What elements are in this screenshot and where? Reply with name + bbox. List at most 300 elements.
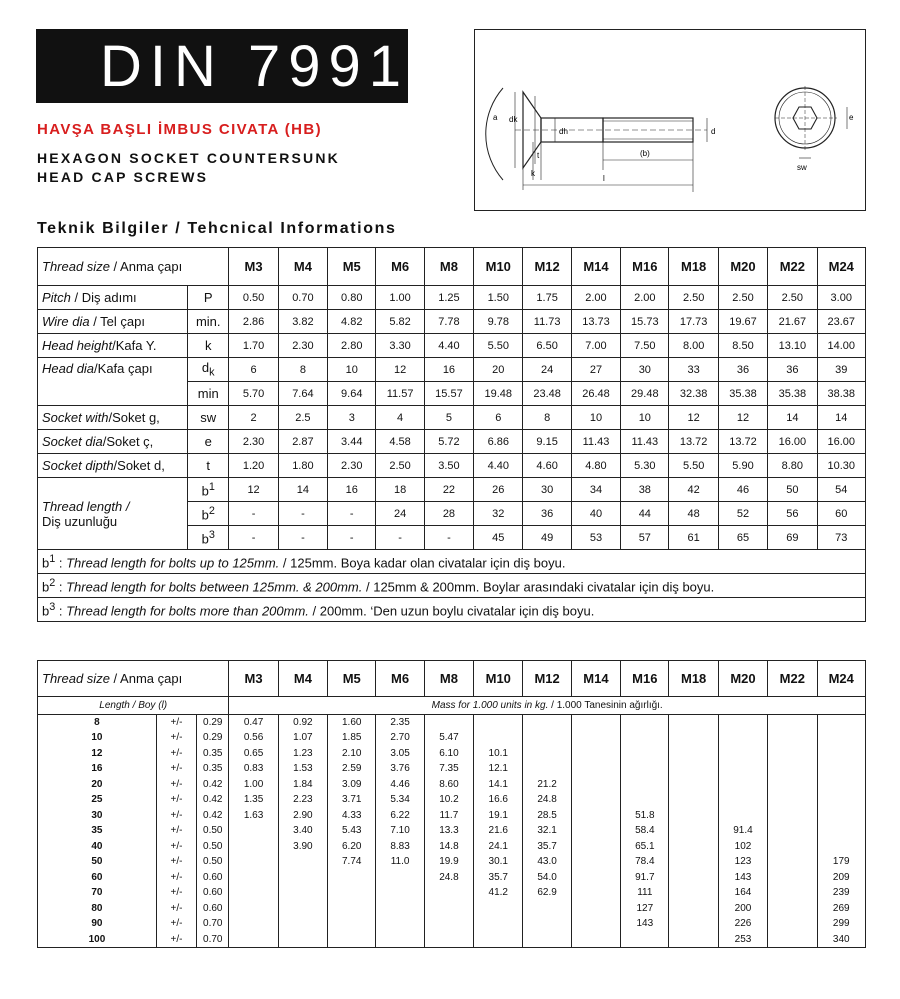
tolerance-cell: 0.35	[197, 761, 229, 777]
row-label-text: / Tel çapı	[89, 314, 145, 329]
thread-symbol	[188, 526, 229, 550]
footnote-sup: 3	[49, 600, 56, 613]
value-cell: 3.30	[376, 334, 424, 358]
value-cell: 11.43	[621, 430, 669, 454]
mass-value-cell	[523, 730, 571, 746]
mass-value-cell	[523, 715, 571, 731]
mass-value-cell	[376, 885, 424, 901]
mass-value-cell	[621, 715, 669, 731]
value-cell: 0.80	[328, 286, 376, 310]
label-b: (b)	[640, 149, 650, 158]
tolerance-cell: 0.42	[197, 777, 229, 793]
mass-value-cell	[718, 730, 767, 746]
mass-value-cell	[768, 839, 817, 855]
value-cell: 5.82	[376, 310, 424, 334]
mass-value-cell: 4.46	[376, 777, 424, 793]
mass-value-cell	[376, 932, 424, 948]
value-cell: 16	[328, 478, 376, 502]
value-cell: 8	[278, 358, 327, 382]
mass-row	[38, 870, 866, 886]
tech-row	[38, 454, 866, 478]
mass-row	[38, 916, 866, 932]
mass-value-cell	[669, 715, 718, 731]
plus-minus-cell: +/-	[156, 932, 196, 948]
mass-row	[38, 885, 866, 901]
value-cell: 14	[817, 406, 865, 430]
mass-row	[38, 777, 866, 793]
value-cell: 9.78	[474, 310, 523, 334]
value-cell: 2.30	[229, 430, 278, 454]
value-cell: 11.43	[571, 430, 620, 454]
length-cell: 40	[38, 839, 157, 855]
value-cell: 69	[768, 526, 817, 550]
plus-minus-cell: +/-	[156, 777, 196, 793]
tolerance-cell: 0.29	[197, 715, 229, 731]
value-cell: 2.87	[278, 430, 327, 454]
value-cell: 6	[229, 358, 278, 382]
mass-row	[38, 901, 866, 917]
mass-value-cell	[278, 901, 327, 917]
value-cell: 0.50	[229, 286, 278, 310]
value-cell: 6.50	[523, 334, 571, 358]
mass-value-cell: 41.2	[474, 885, 523, 901]
mass-value-cell: 2.10	[328, 746, 376, 762]
mass-value-cell	[669, 823, 718, 839]
label-e: e	[849, 113, 854, 122]
length-cell: 10	[38, 730, 157, 746]
value-cell: 45	[474, 526, 523, 550]
tolerance-cell: 0.70	[197, 916, 229, 932]
mass-value-cell	[669, 839, 718, 855]
mass-value-cell	[474, 715, 523, 731]
mass-value-cell: 7.74	[328, 854, 376, 870]
mass-value-cell	[669, 901, 718, 917]
value-cell: 4.60	[523, 454, 571, 478]
mass-value-cell: 0.83	[229, 761, 278, 777]
mass-value-cell: 21.6	[474, 823, 523, 839]
mass-value-cell: 24.8	[523, 792, 571, 808]
head-dia-label-text: /Kafa çapı	[94, 361, 153, 376]
mass-value-cell: 3.40	[278, 823, 327, 839]
plus-minus-cell: +/-	[156, 792, 196, 808]
mass-value-cell: 91.7	[621, 870, 669, 886]
row-symbol: min	[188, 382, 229, 406]
footnote-sup: 1	[49, 552, 56, 565]
footnote-symbol: b	[42, 555, 50, 571]
mass-value-cell: 1.85	[328, 730, 376, 746]
mass-value-cell	[278, 854, 327, 870]
mass-value-cell	[621, 932, 669, 948]
row-label	[38, 286, 188, 310]
mass-value-cell	[328, 901, 376, 917]
mass-value-cell	[474, 901, 523, 917]
value-cell: 10	[621, 406, 669, 430]
value-cell: 2.5	[278, 406, 327, 430]
value-cell: 6	[474, 406, 523, 430]
value-cell: 10	[328, 358, 376, 382]
mass-row	[38, 839, 866, 855]
mass-value-cell	[571, 901, 620, 917]
mass-value-cell	[718, 777, 767, 793]
value-cell: 11.57	[376, 382, 424, 406]
mass-value-cell	[669, 792, 718, 808]
footnote-symbol: b	[42, 579, 50, 595]
subtitle-english-line2: HEAD CAP SCREWS	[37, 169, 209, 185]
value-cell: 3.44	[328, 430, 376, 454]
mass-row	[38, 932, 866, 948]
row-label-italic: Wire dia	[42, 314, 90, 329]
value-cell: 2	[229, 406, 278, 430]
mass-value-cell: 6.10	[424, 746, 473, 762]
value-cell: 42	[669, 478, 718, 502]
mass-thread-size-label-text: / Anma çapı	[113, 671, 183, 686]
mass-value-cell: 0.56	[229, 730, 278, 746]
mass-value-cell	[229, 854, 278, 870]
value-cell: 57	[621, 526, 669, 550]
tech-row	[38, 358, 866, 382]
mass-value-cell	[229, 839, 278, 855]
value-cell: 44	[621, 502, 669, 526]
mass-value-cell	[768, 792, 817, 808]
value-cell: 2.50	[718, 286, 767, 310]
tech-row	[38, 430, 866, 454]
size-header: M12	[523, 661, 571, 697]
mass-value-cell	[817, 730, 866, 746]
footnote-tr: / 125mm & 200mm. Boylar arasındaki civatalar için diş boyu.	[362, 579, 715, 595]
value-cell: 6.86	[474, 430, 523, 454]
value-cell: 36	[718, 358, 767, 382]
page-title: DIN 7991	[100, 34, 410, 99]
mass-value-cell: 30.1	[474, 854, 523, 870]
mass-value-cell: 24.8	[424, 870, 473, 886]
mass-value-cell: 239	[817, 885, 866, 901]
thread-symbol-sup: 3	[208, 528, 215, 541]
tolerance-cell: 0.29	[197, 730, 229, 746]
footnote-colon: :	[55, 603, 67, 619]
footnote-tr: / 125mm. Boya kadar olan civatalar için diş boyu.	[279, 555, 566, 571]
footnote-row	[38, 550, 866, 574]
mass-value-cell: 143	[621, 916, 669, 932]
value-cell: -	[278, 502, 327, 526]
length-cell: 20	[38, 777, 157, 793]
mass-value-cell: 11.0	[376, 854, 424, 870]
mass-thread-size-label	[38, 661, 229, 697]
mass-value-cell: 13.3	[424, 823, 473, 839]
label-sw: sw	[797, 163, 807, 172]
mass-value-cell: 35.7	[523, 839, 571, 855]
value-cell: 23.48	[523, 382, 571, 406]
mass-value-cell: 3.76	[376, 761, 424, 777]
mass-value-cell: 65.1	[621, 839, 669, 855]
thread-symbol-sup: 2	[208, 504, 215, 517]
value-cell: 12	[229, 478, 278, 502]
mass-value-cell	[718, 761, 767, 777]
value-cell: 9.15	[523, 430, 571, 454]
mass-value-cell	[817, 808, 866, 824]
mass-value-cell: 226	[718, 916, 767, 932]
mass-value-cell	[424, 885, 473, 901]
value-cell: 46	[718, 478, 767, 502]
mass-value-cell	[768, 746, 817, 762]
tolerance-cell: 0.50	[197, 839, 229, 855]
label-k: k	[531, 169, 535, 178]
mass-value-cell	[571, 777, 620, 793]
row-label	[38, 334, 188, 358]
label-dk: dk	[509, 115, 518, 124]
value-cell: 39	[817, 358, 865, 382]
subtitle-english-line1: HEXAGON SOCKET COUNTERSUNK	[37, 150, 340, 166]
plus-minus-cell: +/-	[156, 730, 196, 746]
length-cell: 30	[38, 808, 157, 824]
mass-value-cell	[376, 870, 424, 886]
mass-value-cell	[571, 715, 620, 731]
length-label: Length / Boy (l)	[38, 697, 229, 715]
row-symbol: min.	[188, 310, 229, 334]
mass-value-cell: 0.92	[278, 715, 327, 731]
value-cell: 38.38	[817, 382, 865, 406]
mass-value-cell	[278, 870, 327, 886]
mass-value-cell: 3.05	[376, 746, 424, 762]
mass-value-cell: 6.22	[376, 808, 424, 824]
plus-minus-cell: +/-	[156, 839, 196, 855]
tolerance-cell: 0.50	[197, 823, 229, 839]
mass-value-cell: 3.71	[328, 792, 376, 808]
plus-minus-cell: +/-	[156, 901, 196, 917]
tolerance-cell: 0.70	[197, 932, 229, 948]
mass-value-cell	[523, 761, 571, 777]
mass-value-cell	[571, 792, 620, 808]
mass-value-cell	[768, 761, 817, 777]
value-cell: 5.50	[669, 454, 718, 478]
mass-table	[37, 660, 866, 948]
mass-note-en: Mass for 1.000 units in kg.	[431, 700, 549, 711]
mass-value-cell	[571, 839, 620, 855]
mass-value-cell	[229, 885, 278, 901]
mass-value-cell	[328, 932, 376, 948]
size-header: M3	[229, 248, 278, 286]
mass-row	[38, 746, 866, 762]
value-cell: 3.82	[278, 310, 327, 334]
tolerance-cell: 0.42	[197, 808, 229, 824]
mass-value-cell	[669, 761, 718, 777]
value-cell: 30	[523, 478, 571, 502]
mass-value-cell	[376, 916, 424, 932]
mass-value-cell	[571, 761, 620, 777]
mass-value-cell: 1.60	[328, 715, 376, 731]
mass-value-cell: 14.1	[474, 777, 523, 793]
value-cell: 2.86	[229, 310, 278, 334]
size-header: M8	[424, 248, 473, 286]
row-label	[38, 430, 188, 454]
value-cell: 2.00	[621, 286, 669, 310]
row-label-italic: Socket dia	[42, 434, 103, 449]
thread-symbol	[188, 478, 229, 502]
mass-value-cell: 19.9	[424, 854, 473, 870]
thread-length-row	[38, 478, 866, 502]
size-header: M24	[817, 661, 866, 697]
mass-row	[38, 715, 866, 731]
mass-value-cell: 7.10	[376, 823, 424, 839]
mass-value-cell: 32.1	[523, 823, 571, 839]
thread-symbol	[188, 502, 229, 526]
head-arc	[486, 88, 503, 180]
value-cell: 29.48	[621, 382, 669, 406]
size-header: M22	[768, 248, 817, 286]
mass-value-cell: 0.47	[229, 715, 278, 731]
tolerance-cell: 0.60	[197, 901, 229, 917]
value-cell: 4.40	[474, 454, 523, 478]
mass-value-cell	[571, 916, 620, 932]
mass-value-cell	[571, 808, 620, 824]
value-cell: 20	[474, 358, 523, 382]
mass-value-cell	[229, 932, 278, 948]
footnote-sup: 2	[49, 576, 56, 589]
value-cell: 10.30	[817, 454, 865, 478]
value-cell: -	[376, 526, 424, 550]
plus-minus-cell: +/-	[156, 761, 196, 777]
size-header: M8	[424, 661, 473, 697]
size-header: M16	[621, 661, 669, 697]
row-label	[38, 310, 188, 334]
value-cell: 16.00	[768, 430, 817, 454]
value-cell: 16.00	[817, 430, 865, 454]
plus-minus-cell: +/-	[156, 916, 196, 932]
mass-value-cell: 1.00	[229, 777, 278, 793]
label-l: l	[603, 174, 605, 183]
mass-value-cell: 10.1	[474, 746, 523, 762]
value-cell: 1.20	[229, 454, 278, 478]
value-cell: 40	[571, 502, 620, 526]
row-label-italic: Socket dipth	[42, 458, 114, 473]
value-cell: 19.67	[718, 310, 767, 334]
mass-value-cell	[669, 885, 718, 901]
value-cell: 7.78	[424, 310, 473, 334]
mass-value-cell: 269	[817, 901, 866, 917]
mass-value-cell: 253	[718, 932, 767, 948]
row-label-text: /Soket ç,	[102, 434, 154, 449]
row-label-text: / Diş adımı	[70, 290, 137, 305]
value-cell: 38	[621, 478, 669, 502]
row-label-text: /Soket g,	[108, 410, 160, 425]
mass-row	[38, 792, 866, 808]
length-cell: 70	[38, 885, 157, 901]
mass-value-cell: 35.7	[474, 870, 523, 886]
value-cell: 26	[474, 478, 523, 502]
footnote-symbol: b	[42, 603, 50, 619]
value-cell: 48	[669, 502, 718, 526]
thread-length-label-tr: Diş uzunluğu	[42, 513, 118, 529]
mass-value-cell	[328, 870, 376, 886]
mass-value-cell	[621, 730, 669, 746]
mass-value-cell: 7.35	[424, 761, 473, 777]
size-header: M10	[474, 248, 523, 286]
row-symbol: t	[188, 454, 229, 478]
thread-symbol-base: b	[201, 483, 209, 499]
thread-size-label	[38, 248, 229, 286]
value-cell: 2.80	[328, 334, 376, 358]
mass-value-cell	[817, 746, 866, 762]
mass-value-cell: 28.5	[523, 808, 571, 824]
value-cell: 28	[424, 502, 473, 526]
plus-minus-cell: +/-	[156, 746, 196, 762]
size-header: M4	[278, 248, 327, 286]
mass-value-cell	[718, 746, 767, 762]
value-cell: 2.30	[278, 334, 327, 358]
footnote-colon: :	[55, 579, 67, 595]
mass-value-cell: 5.34	[376, 792, 424, 808]
mass-row	[38, 730, 866, 746]
size-header: M6	[376, 661, 424, 697]
tolerance-cell: 0.60	[197, 870, 229, 886]
footnote-tr: / 200mm. ‘Den uzun boylu civatalar için diş boyu.	[308, 603, 595, 619]
value-cell: 5.72	[424, 430, 473, 454]
value-cell: 60	[817, 502, 865, 526]
mass-value-cell	[817, 792, 866, 808]
plus-minus-cell: +/-	[156, 715, 196, 731]
mass-value-cell: 200	[718, 901, 767, 917]
length-cell: 12	[38, 746, 157, 762]
row-label-italic: Pitch	[42, 290, 71, 305]
mass-row	[38, 761, 866, 777]
row-symbol-sub: k	[209, 366, 215, 379]
value-cell: 2.50	[768, 286, 817, 310]
value-cell: -	[328, 502, 376, 526]
value-cell: 10	[571, 406, 620, 430]
value-cell: 5.90	[718, 454, 767, 478]
mass-value-cell: 12.1	[474, 761, 523, 777]
footnote-colon: :	[55, 555, 67, 571]
value-cell: 33	[669, 358, 718, 382]
mass-value-cell	[621, 746, 669, 762]
mass-value-cell: 2.70	[376, 730, 424, 746]
mass-value-cell: 2.90	[278, 808, 327, 824]
mass-value-cell: 54.0	[523, 870, 571, 886]
size-header: M5	[328, 248, 376, 286]
mass-value-cell	[669, 730, 718, 746]
footnote-row	[38, 574, 866, 598]
size-header: M5	[328, 661, 376, 697]
head-dia-label	[38, 358, 188, 406]
value-cell: 1.50	[474, 286, 523, 310]
value-cell: 1.00	[376, 286, 424, 310]
mass-value-cell: 14.8	[424, 839, 473, 855]
mass-value-cell: 24.1	[474, 839, 523, 855]
value-cell: 15.57	[424, 382, 473, 406]
mass-value-cell: 5.43	[328, 823, 376, 839]
tech-row	[38, 310, 866, 334]
mass-header-row	[38, 661, 866, 697]
row-symbol: e	[188, 430, 229, 454]
row-symbol-base: d	[201, 360, 210, 376]
value-cell: 17.73	[669, 310, 718, 334]
mass-row	[38, 808, 866, 824]
value-cell: 13.10	[768, 334, 817, 358]
mass-value-cell	[229, 870, 278, 886]
mass-value-cell	[229, 823, 278, 839]
mass-value-cell	[474, 932, 523, 948]
label-d: d	[711, 127, 716, 136]
mass-value-cell: 179	[817, 854, 866, 870]
mass-value-cell: 78.4	[621, 854, 669, 870]
value-cell: 36	[768, 358, 817, 382]
mass-value-cell: 8.60	[424, 777, 473, 793]
mass-thread-size-label-italic: Thread size	[42, 671, 114, 686]
mass-subheader-row	[38, 697, 866, 715]
value-cell: 1.70	[229, 334, 278, 358]
value-cell: 5.50	[474, 334, 523, 358]
mass-value-cell	[768, 715, 817, 731]
value-cell: 8.50	[718, 334, 767, 358]
